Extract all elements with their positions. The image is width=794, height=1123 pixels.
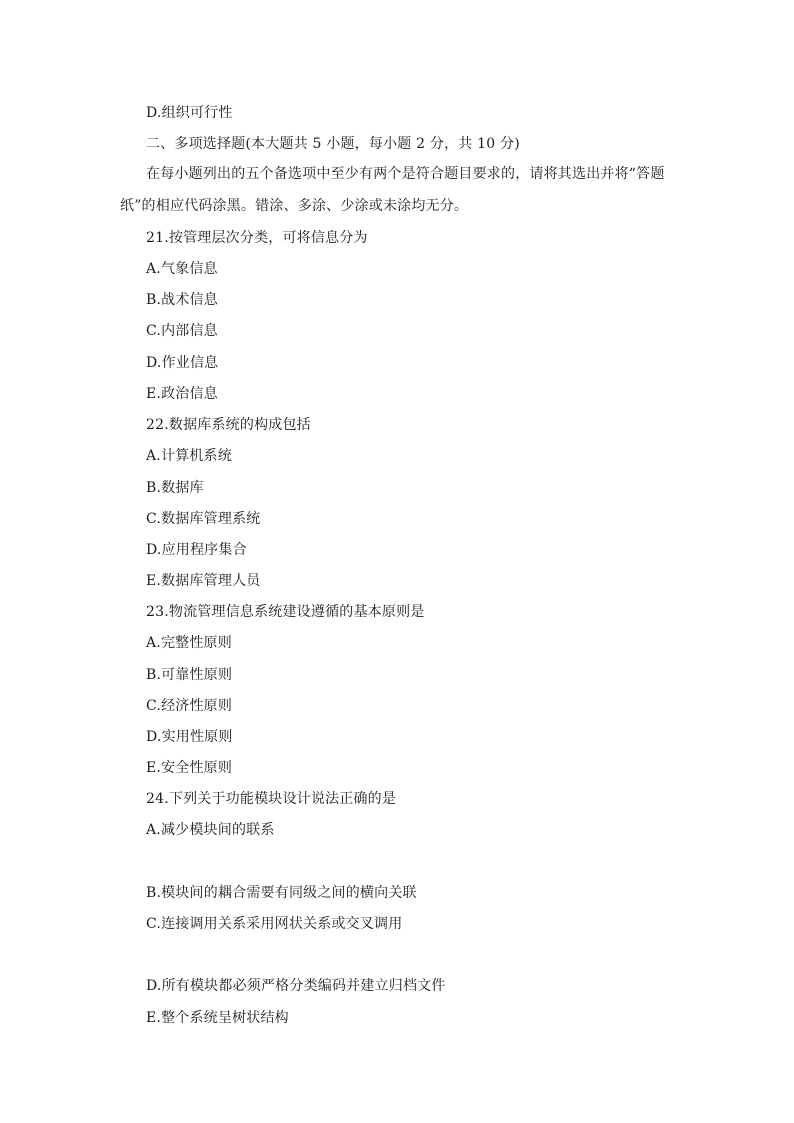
q23-option-e: E.安全性原则 [146,760,233,776]
q23-option-a: A.完整性原则 [146,635,232,651]
q24-option-d: D.所有模块都必须严格分类编码并建立归档文件 [146,978,446,994]
q22-option-e: E.数据库管理人员 [146,573,261,589]
section-heading-multiple-choice: 二、多项选择题(本大题共 5 小题，每小题 2 分，共 10 分) [146,136,520,152]
q22-option-c: C.数据库管理系统 [146,511,261,527]
q22-option-d: D.应用程序集合 [146,542,247,558]
q22-option-b: B.数据库 [146,480,204,496]
q21-option-b: B.战术信息 [146,292,218,308]
option-d-previous-question: D.组织可行性 [146,105,233,121]
q21-option-d: D.作业信息 [146,355,219,371]
q24-option-a: A.减少模块间的联系 [146,822,275,838]
q21-option-c: C.内部信息 [146,323,218,339]
question-23: 23.物流管理信息系统建设遵循的基本原则是 [146,604,425,620]
q24-option-c: C.连接调用关系采用网状关系或交叉调用 [146,916,403,932]
q23-option-c: C.经济性原则 [146,698,233,714]
q22-option-a: A.计算机系统 [146,448,232,464]
question-24: 24.下列关于功能模块设计说法正确的是 [146,791,397,807]
q24-option-b: B.模块间的耦合需要有同级之间的横向关联 [146,885,417,901]
q21-option-a: A.气象信息 [146,261,218,277]
question-21: 21.按管理层次分类，可将信息分为 [146,230,368,246]
q23-option-d: D.实用性原则 [146,729,233,745]
q24-option-e: E.整个系统呈树状结构 [146,1010,289,1026]
question-22: 22.数据库系统的构成包括 [146,417,311,433]
q21-option-e: E.政治信息 [146,386,218,402]
q23-option-b: B.可靠性原则 [146,667,233,683]
section-instructions: 在每小题列出的五个备选项中至少有两个是符合题目要求的，请将其选出并将“答题纸”的相应代码涂黑。错涂、多涂、少涂或未涂均无分。 [120,166,665,214]
